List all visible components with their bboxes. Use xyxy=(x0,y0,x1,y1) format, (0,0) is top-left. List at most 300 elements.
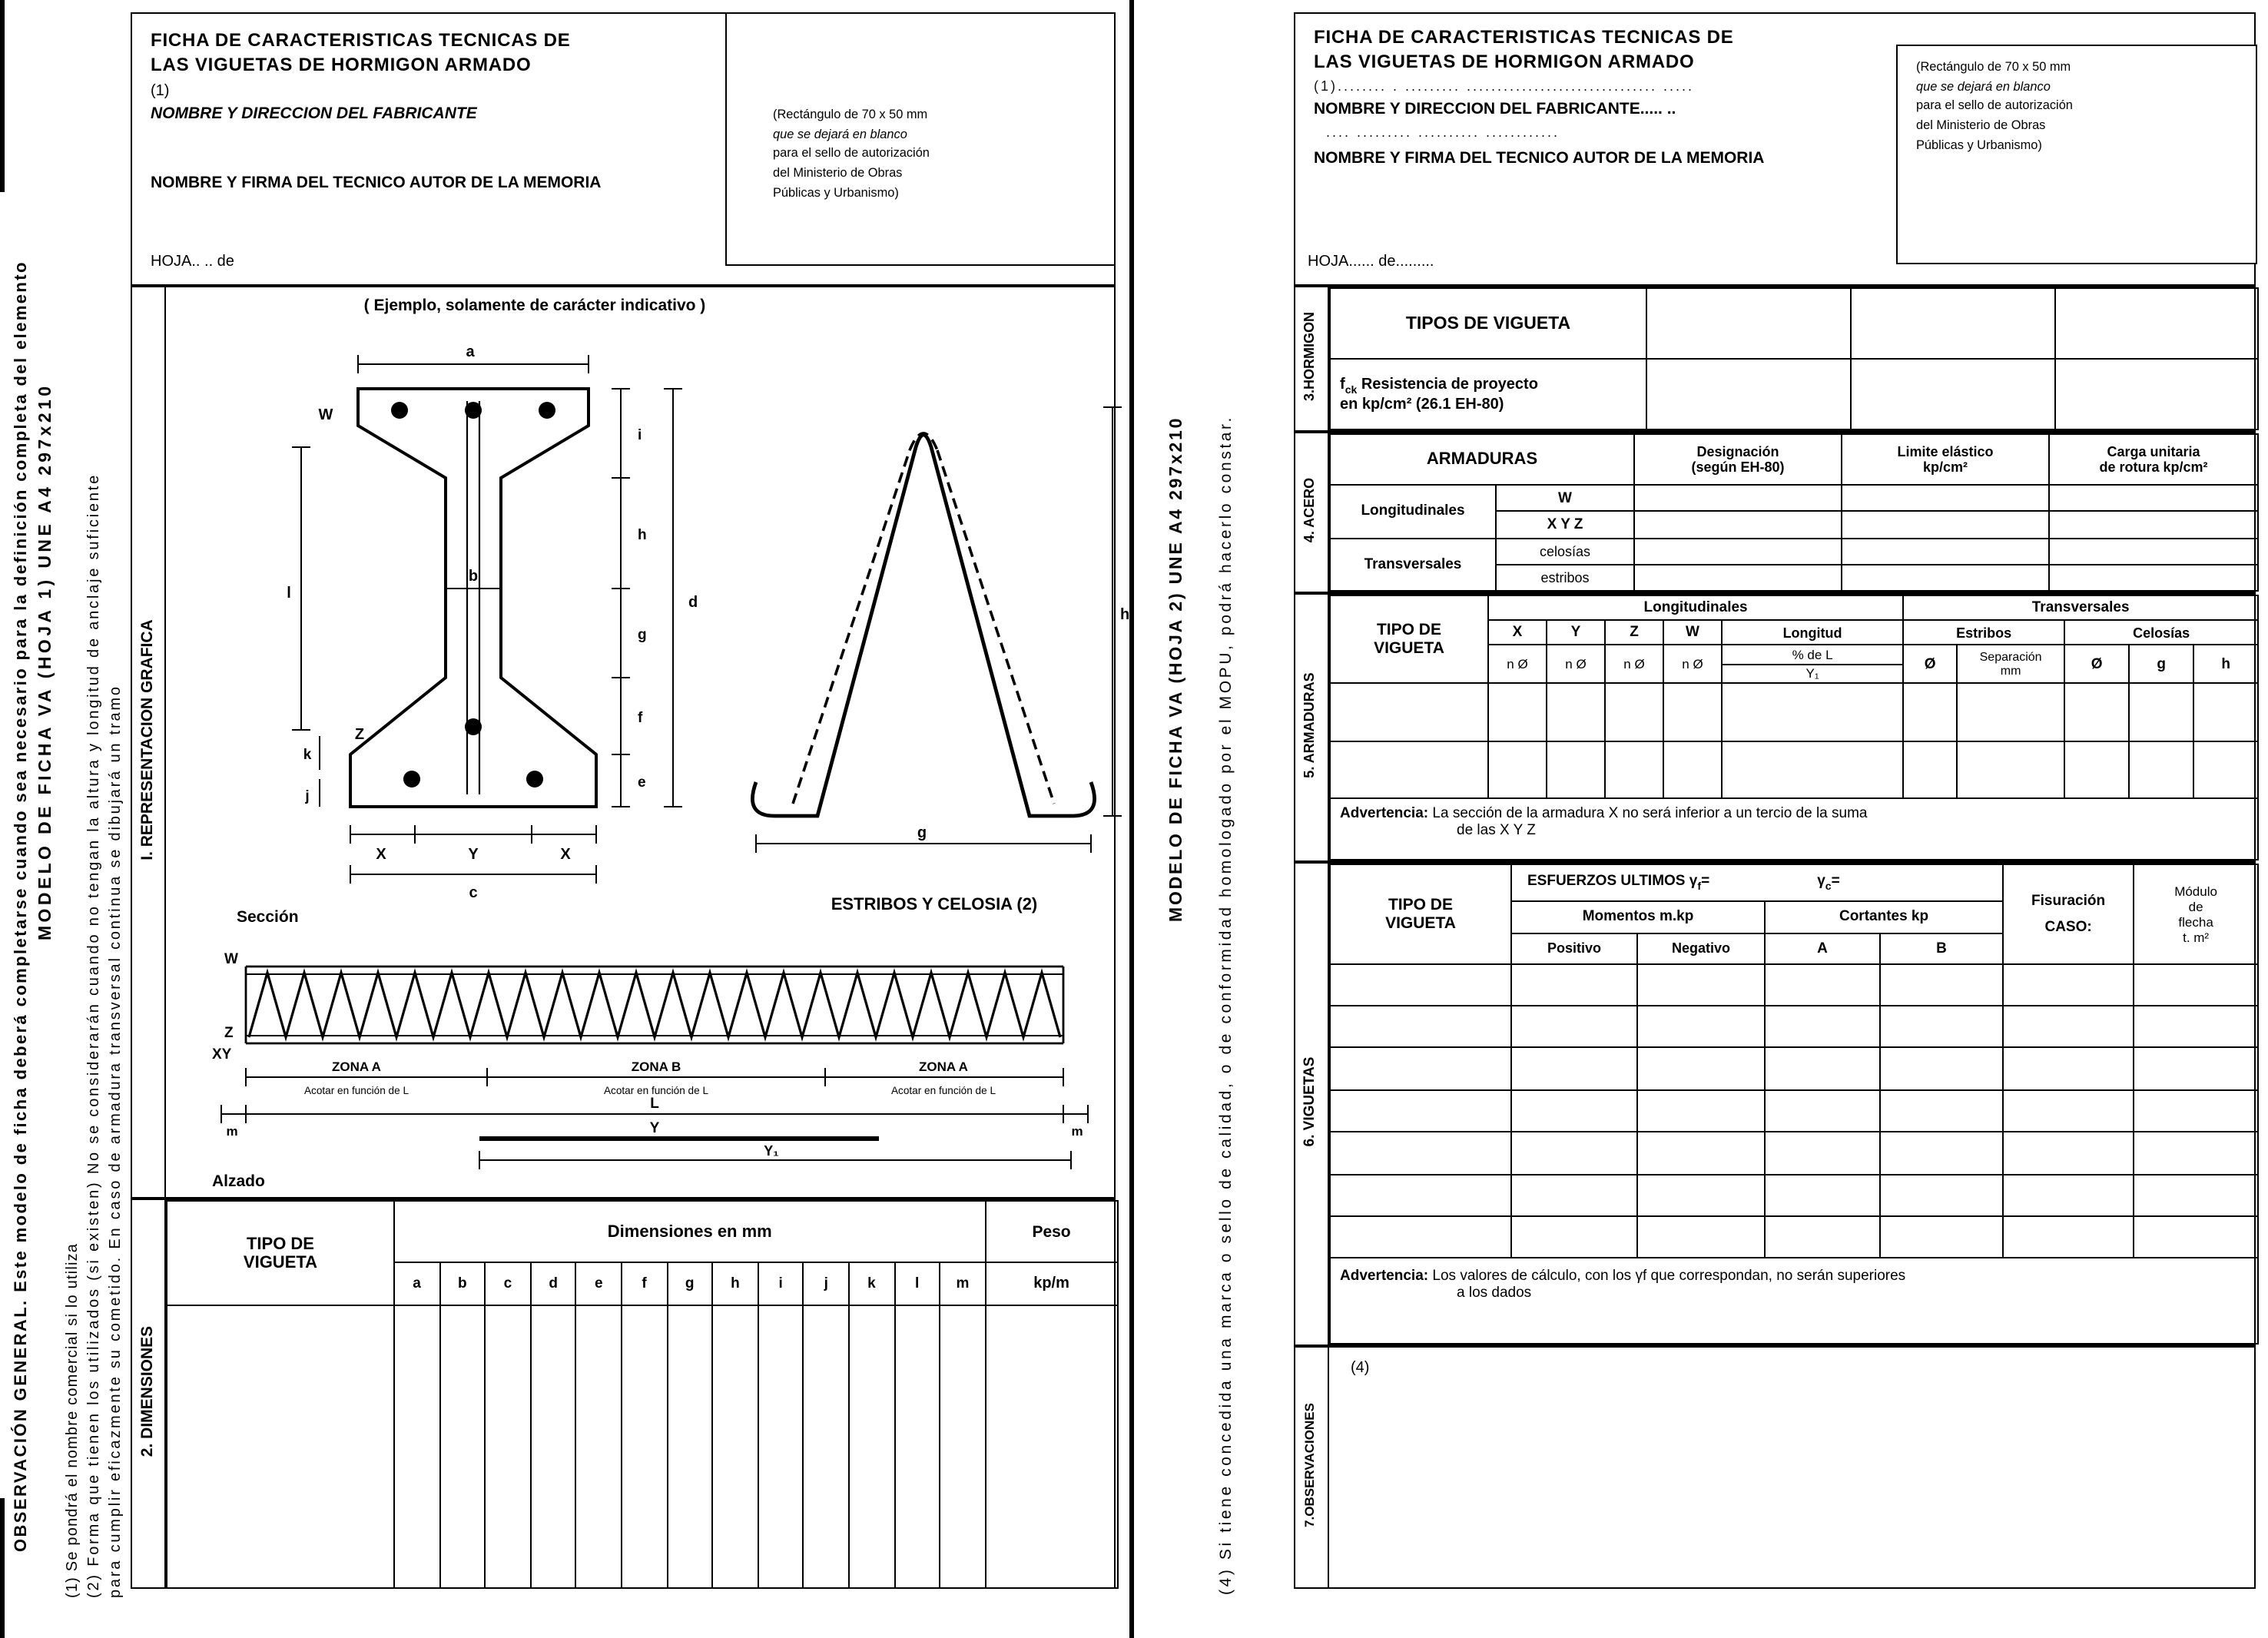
section4-label-strip xyxy=(1295,433,1329,592)
empty-cell xyxy=(576,1305,622,1588)
rebar-dot xyxy=(391,402,408,419)
empty-cell xyxy=(1330,741,1488,797)
empty-cell xyxy=(1646,288,1851,359)
advertencia-viguetas xyxy=(1330,1258,2258,1344)
separacion-line2: mm xyxy=(2000,664,2021,678)
armaduras-table-wrap xyxy=(1329,595,2254,860)
empty-cell xyxy=(1957,684,2064,741)
y1-label: Y₁ xyxy=(1805,665,1819,681)
fabricante-label: NOMBRE Y DIRECCION DEL FABRICANTE..... .. xyxy=(1314,100,1676,118)
dim-label-i: i xyxy=(638,427,642,443)
alzado-caption: Alzado xyxy=(212,1172,265,1191)
tipo-line1: TIPO DE xyxy=(246,1235,314,1253)
empty-cell xyxy=(1330,1132,1511,1174)
label-Z: Z xyxy=(224,1025,234,1041)
stamp-note-line: que se dejará en blanco xyxy=(773,127,907,141)
zona-a-label: ZONA A xyxy=(332,1059,381,1074)
empty-cell xyxy=(986,1305,1118,1588)
dim-label-h: h xyxy=(638,527,647,543)
empty-cell xyxy=(2064,741,2129,797)
empty-cell xyxy=(2003,1048,2134,1090)
empty-cell xyxy=(2003,1132,2134,1174)
estribos-caption: ESTRIBOS Y CELOSIA (2) xyxy=(831,896,1038,914)
seccion-caption: Sección xyxy=(237,908,299,927)
empty-cell xyxy=(2003,1216,2134,1258)
table-row xyxy=(1330,797,2258,860)
scan-edge-mark xyxy=(0,1498,5,1638)
empty-cell xyxy=(1842,486,2049,512)
empty-cell xyxy=(1765,1090,1880,1132)
empty-cell xyxy=(2049,512,2258,538)
dim-label-g: g xyxy=(917,824,927,841)
esfuerzos-label: ESFUERZOS ULTIMOS $\gamma_f=$ xyxy=(1527,873,1710,894)
empty-cell xyxy=(1765,1048,1880,1090)
row-w-label: W xyxy=(1496,486,1634,512)
section-viguetas xyxy=(1294,862,2256,1346)
section1-label-strip xyxy=(132,287,166,1197)
dim-col-d: d xyxy=(531,1262,576,1305)
empty-cell xyxy=(1547,741,1605,797)
table-row xyxy=(1330,538,2258,564)
empty-cell xyxy=(2193,684,2258,741)
scan-edge-mark xyxy=(0,0,5,192)
cortante-b-header: B xyxy=(1880,933,2003,964)
longitudinales-header: Longitudinales xyxy=(1488,595,1903,620)
section4-label: 4. ACERO xyxy=(1301,477,1317,543)
modulo-line: t. m² xyxy=(2183,929,2210,945)
row-celosias-label: celosías xyxy=(1496,538,1634,564)
dim-col-j: j xyxy=(804,1262,849,1305)
tipo-line2: VIGUETA xyxy=(1385,914,1456,933)
margin-note-2-line2: para cumplir eficazmente su cometido. En caso de armadura transversal continua se dibujará un tramo xyxy=(108,685,124,1598)
empty-cell xyxy=(1634,486,1842,512)
section5-label-strip xyxy=(1295,595,1329,860)
empty-cell xyxy=(1547,684,1605,741)
empty-cell xyxy=(1330,684,1488,741)
table-row xyxy=(1330,1048,2258,1090)
table-row xyxy=(1330,1132,2258,1174)
footnote-ref-1: (1) xyxy=(151,83,170,100)
tipo-line1: TIPO DE xyxy=(1388,895,1453,914)
empty-cell xyxy=(1637,1048,1765,1090)
celosias-header: Celosías xyxy=(2064,620,2258,645)
empty-cell xyxy=(1637,964,1765,1006)
section-representacion-grafica xyxy=(131,286,1130,1199)
table-row xyxy=(1330,1090,2258,1132)
col-z-header: Z xyxy=(1605,620,1663,645)
empty-cell xyxy=(1880,1048,2003,1090)
empty-cell xyxy=(2003,1006,2134,1048)
empty-cell xyxy=(1511,1174,1637,1216)
dim-label-m: m xyxy=(1071,1124,1083,1139)
acero-table-wrap xyxy=(1329,433,2254,592)
acotar-note: Acotar en función de L xyxy=(303,1085,410,1096)
empty-cell xyxy=(894,1305,940,1588)
empty-cell xyxy=(2129,741,2193,797)
example-note: ( Ejemplo, solamente de carácter indicativo ) xyxy=(363,297,706,315)
table-row xyxy=(167,1201,1118,1262)
viguetas-table-wrap xyxy=(1329,864,2254,1345)
advertencia-text-line1: Los valores de cálculo, con los γf que correspondan, no serán superiores xyxy=(1432,1268,1906,1285)
empty-cell xyxy=(1511,1132,1637,1174)
empty-cell xyxy=(2134,1216,2258,1258)
stamp-note-line: Públicas y Urbanismo) xyxy=(773,185,899,200)
section2-label-strip xyxy=(132,1200,166,1587)
empty-cell xyxy=(1722,741,1903,797)
peso-unit: kp/m xyxy=(986,1262,1118,1305)
tecnico-label: NOMBRE Y FIRMA DEL TECNICO AUTOR DE LA MEMORIA xyxy=(1314,149,1765,167)
empty-cell xyxy=(2049,565,2258,591)
rebar-dot xyxy=(526,771,543,788)
empty-cell xyxy=(1605,741,1663,797)
empty-cell xyxy=(2003,964,2134,1006)
diam-header: Ø xyxy=(2064,645,2129,683)
dotted-line: (1)........ . ......... ............................... ..... xyxy=(1314,78,1695,94)
zona-a-label: ZONA A xyxy=(919,1059,968,1074)
form-title-line1: FICHA DE CARACTERISTICAS TECNICAS DE xyxy=(1314,26,1734,48)
empty-cell xyxy=(1488,741,1547,797)
empty-cell xyxy=(1634,538,1842,564)
empty-cell xyxy=(1851,288,2055,359)
dim-label-L: L xyxy=(650,1096,659,1112)
dim-label-f: f xyxy=(638,710,643,726)
empty-cell xyxy=(2134,1048,2258,1090)
modulo-line: de xyxy=(2188,898,2203,914)
section2-label: 2. DIMENSIONES xyxy=(138,1325,157,1457)
tecnico-label: NOMBRE Y FIRMA DEL TECNICO AUTOR DE LA MEMORIA xyxy=(151,174,602,192)
hoja-field: HOJA.. .. de xyxy=(151,254,234,270)
tipo-line2: VIGUETA xyxy=(1374,639,1444,658)
g-header: g xyxy=(2129,645,2193,683)
stamp-area-box xyxy=(1896,45,2257,264)
section-armaduras xyxy=(1294,593,2256,862)
empty-cell xyxy=(1880,1216,2003,1258)
empty-cell xyxy=(1330,1090,1511,1132)
hormigon-table-wrap xyxy=(1329,287,2254,430)
dotted-line: .... ......... .......... ............ xyxy=(1326,124,1560,140)
empty-cell xyxy=(2055,359,2258,429)
stamp-note-line: (Rectángulo de 70 x 50 mm xyxy=(1916,60,2071,74)
empty-cell xyxy=(1330,1216,1511,1258)
dimensiones-table xyxy=(166,1200,1119,1589)
margin-note-observacion-general: OBSERVACIÓN GENERAL. Este modelo de ficha deberá completarse cuando sea necesario para la definición completa del elemento xyxy=(12,260,31,1552)
margin-note-1: (1) Se pondrá el nombre comercial si lo utiliza xyxy=(65,1242,81,1598)
empty-cell xyxy=(2049,486,2258,512)
empty-cell xyxy=(2003,1174,2134,1216)
empty-cell xyxy=(1637,1006,1765,1048)
observaciones-content xyxy=(1329,1348,2254,1587)
empty-cell xyxy=(1663,741,1722,797)
stamp-note-line: para el sello de autorización xyxy=(773,146,930,161)
table-row xyxy=(1330,964,2258,1006)
page-2 xyxy=(1294,12,2256,1589)
section7-label-strip xyxy=(1295,1348,1329,1587)
empty-cell xyxy=(1637,1216,1765,1258)
table-row xyxy=(1330,684,2258,741)
dim-label-e: e xyxy=(638,774,646,791)
modulo-line: flecha xyxy=(2178,914,2213,930)
lattice-bar-dashed xyxy=(793,450,910,804)
acotar-note: Acotar en función de L xyxy=(890,1085,996,1096)
empty-cell xyxy=(1851,359,2055,429)
dim-label-m: m xyxy=(226,1124,238,1139)
dim-col-g: g xyxy=(667,1262,712,1305)
designacion-header xyxy=(1634,434,1842,486)
empty-cell xyxy=(1605,684,1663,741)
empty-cell xyxy=(1903,741,1957,797)
empty-cell xyxy=(2193,741,2258,797)
empty-cell xyxy=(1842,565,2049,591)
cross-section-drawing xyxy=(227,327,704,905)
tipo-de-vigueta-header xyxy=(1330,595,1488,684)
empty-cell xyxy=(2134,964,2258,1006)
empty-cell xyxy=(1488,684,1547,741)
section-observaciones xyxy=(1294,1346,2256,1589)
empty-cell xyxy=(1511,1090,1637,1132)
stamp-note xyxy=(773,106,930,204)
dim-label-W: W xyxy=(318,406,333,423)
momentos-header: Momentos m.kp xyxy=(1511,902,1765,933)
footnote-ref-4: (4) xyxy=(1351,1360,1370,1377)
advertencia-text-line2: a los dados xyxy=(1457,1285,1532,1302)
transversales-header: Transversales xyxy=(1903,595,2258,620)
empty-cell xyxy=(1330,1174,1511,1216)
empty-cell xyxy=(1634,512,1842,538)
dim-label-c: c xyxy=(469,884,478,901)
limite-elastico-header xyxy=(1842,434,2049,486)
h-header: h xyxy=(2193,645,2258,683)
advertencia-armaduras xyxy=(1330,797,2258,860)
empty-cell xyxy=(1663,684,1722,741)
label-W: W xyxy=(224,951,238,967)
dim-col-i: i xyxy=(758,1262,804,1305)
negativo-header: Negativo xyxy=(1637,933,1765,964)
advertencia-label: Advertencia: xyxy=(1340,1268,1429,1285)
section6-label: 6. VIGUETAS xyxy=(1301,1056,1318,1147)
zona-b-label: ZONA B xyxy=(631,1059,681,1074)
fck-line2: en kp/cm² (26.1 EH-80) xyxy=(1340,396,1504,413)
dim-col-e: e xyxy=(576,1262,622,1305)
stamp-note-line: del Ministerio de Obras xyxy=(1916,118,2046,133)
separacion-header xyxy=(1957,645,2064,683)
table-row xyxy=(1330,486,2258,512)
empty-cell xyxy=(1880,964,2003,1006)
empty-cell xyxy=(2134,1174,2258,1216)
empty-cell xyxy=(1765,1132,1880,1174)
margin-note-2-line1: (2) Forma que tienen los utilizados (si existen) No se considerarán cuando no tengan la altura y longitud de anclaje suficiente xyxy=(86,472,103,1598)
empty-cell xyxy=(1880,1174,2003,1216)
tipo-line2: VIGUETA xyxy=(243,1253,318,1272)
advertencia-label: Advertencia: xyxy=(1340,804,1429,822)
n-diam-header: n Ø xyxy=(1605,645,1663,683)
dim-label-b: b xyxy=(468,568,479,585)
rebar-dot xyxy=(465,718,482,735)
armaduras-table xyxy=(1329,595,2259,860)
pct-de-l-label: % de L xyxy=(1723,645,1902,665)
dim-label-d: d xyxy=(688,594,698,611)
empty-cell xyxy=(849,1305,894,1588)
col-y-header: Y xyxy=(1547,620,1605,645)
row-xyz-label: X Y Z xyxy=(1496,512,1634,538)
stamp-area-box xyxy=(725,14,1114,266)
margin-note-4: (4) Si tiene concedida una marca o sello de calidad, o de conformidad homologado por el MOPU, podrá hacerlo constar. xyxy=(1217,415,1235,1595)
tipos-de-vigueta-header: TIPOS DE VIGUETA xyxy=(1330,288,1646,359)
elevation-drawing xyxy=(203,942,1119,1175)
advertencia-text-line2: de las X Y Z xyxy=(1457,821,1536,839)
table-row xyxy=(1330,864,2258,902)
estribos-header: Estribos xyxy=(1903,620,2064,645)
empty-cell xyxy=(1511,1216,1637,1258)
empty-cell xyxy=(667,1305,712,1588)
empty-cell xyxy=(1330,1048,1511,1090)
stamp-note-line: Públicas y Urbanismo) xyxy=(1916,138,2042,152)
dim-label-a: a xyxy=(466,343,475,360)
table-row xyxy=(1330,1006,2258,1048)
dim-label-l: l xyxy=(287,585,291,602)
tipo-de-vigueta-header xyxy=(1330,864,1511,964)
dim-col-l: l xyxy=(894,1262,940,1305)
fabricante-label: NOMBRE Y DIRECCION DEL FABRICANTE xyxy=(151,104,477,123)
dim-label-h: h xyxy=(1120,606,1130,623)
empty-cell xyxy=(1646,359,1851,429)
page2-header xyxy=(1294,12,2256,286)
empty-cell xyxy=(1880,1090,2003,1132)
empty-cell xyxy=(940,1305,985,1588)
empty-cell xyxy=(2134,1006,2258,1048)
empty-cell xyxy=(758,1305,804,1588)
empty-cell xyxy=(1765,1216,1880,1258)
empty-cell xyxy=(1330,1006,1511,1048)
empty-cell xyxy=(712,1305,758,1588)
cortante-a-header: A xyxy=(1765,933,1880,964)
beam-outline xyxy=(350,389,596,807)
row-estribos-label: estribos xyxy=(1496,565,1634,591)
empty-cell xyxy=(1765,1006,1880,1048)
form-title-line2: LAS VIGUETAS DE HORMIGON ARMADO xyxy=(151,54,532,75)
stamp-note-line: (Rectángulo de 70 x 50 mm xyxy=(773,108,928,121)
dim-label-k: k xyxy=(303,747,312,763)
label-XY: XY xyxy=(212,1046,232,1063)
empty-cell xyxy=(2049,538,2258,564)
stamp-note-line: del Ministerio de Obras xyxy=(773,166,903,181)
empty-cell xyxy=(1765,1174,1880,1216)
tipo-line1: TIPO DE xyxy=(1376,621,1441,640)
modulo-flecha-header xyxy=(2134,864,2258,964)
table-row xyxy=(1330,434,2258,486)
section1-label: I. REPRESENTACION GRAFICA xyxy=(138,619,157,860)
advertencia-text-line1: La sección de la armadura X no será inferior a un tercio de la suma xyxy=(1432,804,1868,822)
empty-cell xyxy=(1722,684,1903,741)
table-row xyxy=(1330,1258,2258,1344)
empty-cell xyxy=(1637,1174,1765,1216)
table-row xyxy=(1330,359,2258,429)
empty-cell xyxy=(1880,1006,2003,1048)
empty-cell xyxy=(485,1305,530,1588)
lattice-bar-dashed xyxy=(937,450,1054,804)
table-row xyxy=(1330,288,2258,359)
section-acero xyxy=(1294,432,2256,593)
empty-cell xyxy=(1957,741,2064,797)
section7-label: 7.OBSERVACIONES xyxy=(1301,1403,1317,1527)
dim-col-b: b xyxy=(439,1262,485,1305)
empty-cell xyxy=(167,1305,394,1588)
empty-cell xyxy=(2064,684,2129,741)
gamma-c-label: $\gamma_c=$ xyxy=(1817,873,1840,894)
designacion-line2: (según EH-80) xyxy=(1691,459,1785,476)
stirrups-lattice-drawing xyxy=(722,355,1131,865)
empty-cell xyxy=(2134,1090,2258,1132)
dim-col-f: f xyxy=(622,1262,667,1305)
table-row xyxy=(1330,1174,2258,1216)
dim-col-m: m xyxy=(940,1262,985,1305)
rebar-dot xyxy=(465,402,482,419)
separacion-line1: Separación xyxy=(1979,650,2042,665)
acotar-note: Acotar en función de L xyxy=(603,1085,709,1096)
fisuracion-header xyxy=(2003,864,2134,964)
form-title-line1: FICHA DE CARACTERISTICAS TECNICAS DE xyxy=(151,29,571,51)
diam-header: Ø xyxy=(1903,645,1957,683)
acero-table xyxy=(1329,433,2259,592)
n-diam-header: n Ø xyxy=(1547,645,1605,683)
fck-header xyxy=(1330,359,1646,429)
armaduras-header: ARMADURAS xyxy=(1330,434,1634,486)
dim-col-c: c xyxy=(485,1262,530,1305)
empty-cell xyxy=(2129,684,2193,741)
margin-note-modelo-hoja1: MODELO DE FICHA VA (HOJA 1) UNE A4 297x210 xyxy=(37,383,55,940)
section-dimensiones xyxy=(131,1199,1116,1589)
fisuracion-line1: Fisuración xyxy=(2031,892,2106,910)
empty-cell xyxy=(1634,565,1842,591)
empty-cell xyxy=(2055,288,2258,359)
dim-col-h: h xyxy=(712,1262,758,1305)
empty-cell xyxy=(622,1305,667,1588)
carga-line2: de rotura kp/cm² xyxy=(2099,459,2208,476)
peso-header: Peso xyxy=(986,1201,1118,1262)
empty-cell xyxy=(394,1305,439,1588)
n-diam-header: n Ø xyxy=(1663,645,1722,683)
dim-label-Z: Z xyxy=(354,726,365,743)
empty-cell xyxy=(439,1305,485,1588)
empty-cell xyxy=(1511,1048,1637,1090)
carga-unitaria-header xyxy=(2049,434,2258,486)
designacion-line1: Designación xyxy=(1696,444,1779,460)
lattice-zigzag xyxy=(249,973,1060,1037)
margin-note-modelo-hoja2: MODELO DE FICHA VA (HOJA 2) UNE A4 297x210 xyxy=(1168,416,1186,922)
form-title-line2: LAS VIGUETAS DE HORMIGON ARMADO xyxy=(1314,51,1695,72)
stamp-note-line: que se dejará en blanco xyxy=(1916,79,2051,94)
table-row xyxy=(167,1305,1118,1588)
transversales-label: Transversales xyxy=(1330,538,1496,591)
fck-line1: $f_{ck}$ Resistencia de proyecto xyxy=(1340,376,1538,396)
esfuerzos-ultimos-header xyxy=(1511,864,2003,902)
rebar-dot xyxy=(403,771,420,788)
empty-cell xyxy=(804,1305,849,1588)
stirrup-bar xyxy=(752,435,1094,816)
page1-header xyxy=(131,12,1116,286)
cortantes-header: Cortantes kp xyxy=(1765,902,2003,933)
label-Y: Y xyxy=(649,1120,660,1136)
viguetas-table xyxy=(1329,864,2259,1345)
col-w-header: W xyxy=(1663,620,1722,645)
modulo-line: Módulo xyxy=(2174,883,2217,899)
table-row xyxy=(1330,741,2258,797)
pct-y1-header xyxy=(1722,645,1903,683)
empty-cell xyxy=(1511,1006,1637,1048)
dim-label-X: X xyxy=(560,846,571,863)
empty-cell xyxy=(2134,1132,2258,1174)
tipo-de-vigueta-header xyxy=(167,1201,394,1305)
section3-label: 3.HORMIGON xyxy=(1301,312,1317,402)
